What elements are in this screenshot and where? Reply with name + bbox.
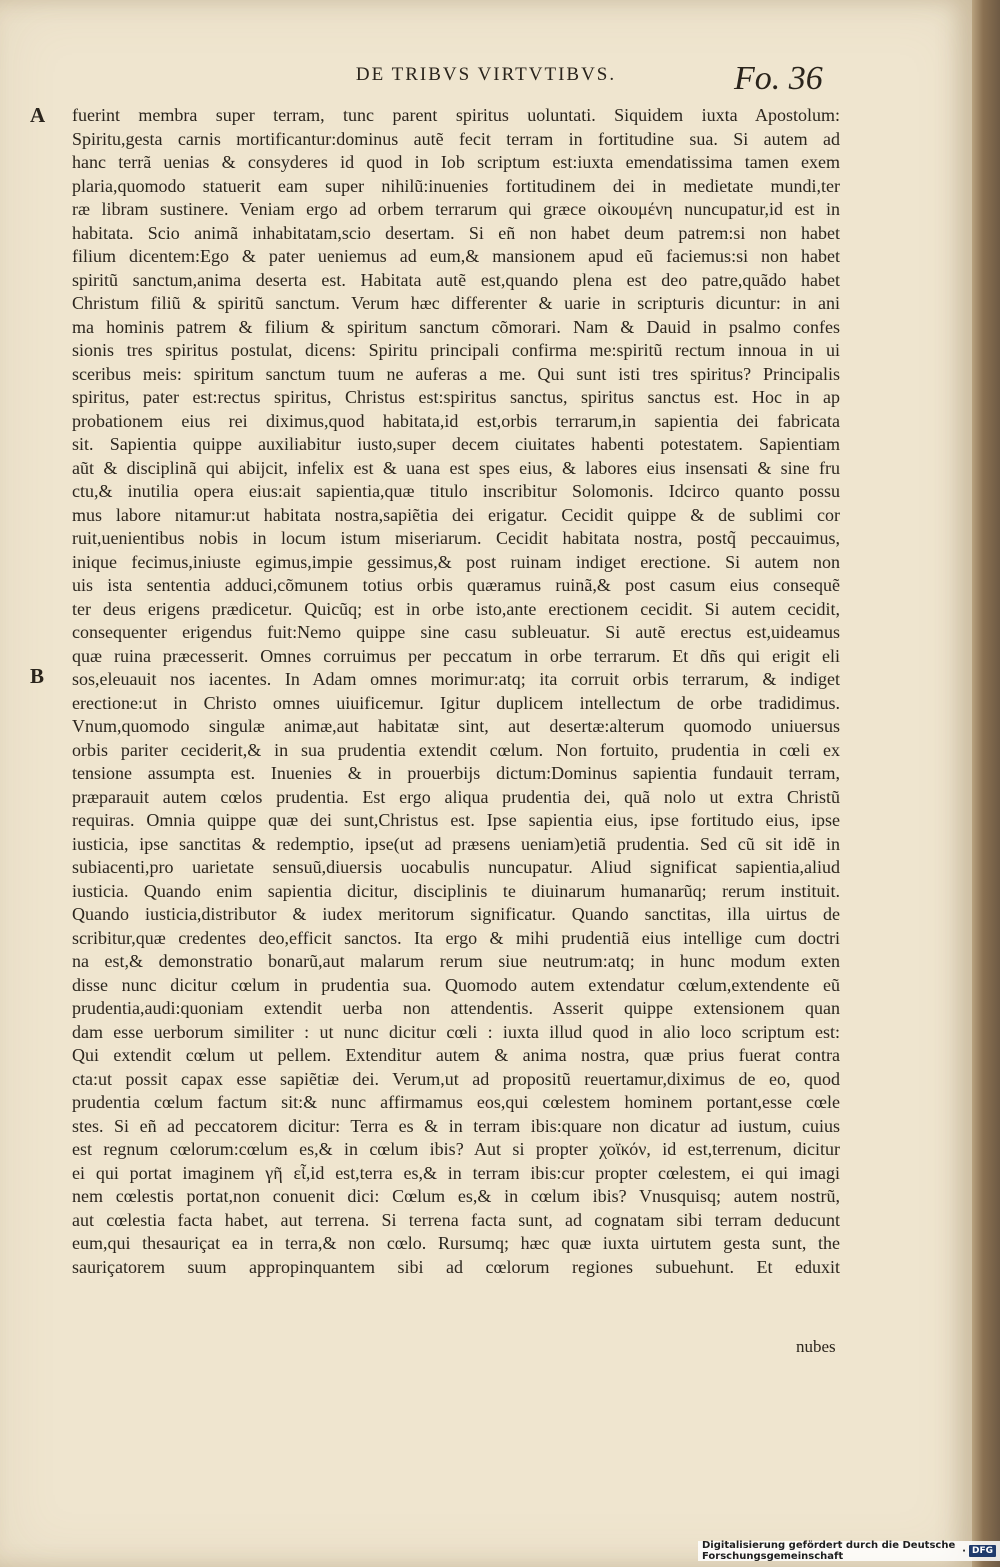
text-line: prudentia cœlum factum sit:& nunc affirmamus eos,qui cœlestem hominem portant,esse cœle <box>72 1092 840 1112</box>
text-line: ctu,& inutilia opera eius:ait sapientia,quæ titulo inscribitur Solomonis. Idcirco quanto possu <box>72 481 840 501</box>
page-edge <box>972 0 1000 1567</box>
body-text <box>72 104 840 1279</box>
text-line: aũt & disciplinã qui abijcit, infelix est & uana est spes eius, & labores eius insensati & sine fru <box>72 457 840 478</box>
digitization-footer <box>698 1541 1000 1561</box>
text-line: orbis pariter ceciderit,& in sua prudentia extendit cœlum. Non fortuito, prudentia in cœli ex <box>72 739 840 760</box>
text-line: aut cœlestia facta habet, aut terrena. Si terrena facta sunt, ad cognatam sibi terram deducunt <box>72 1209 840 1230</box>
text-line: filium dicentem:Ego & pater ueniemus ad eum,& mansionem apud eũ faciemus:si non habet <box>72 246 840 266</box>
text-line: consequenter erigendus fuit:Nemo quippe sine casu subleuatur. Si autẽ erectus est,uideamus <box>72 622 840 642</box>
text-line: scribitur,quæ credentes deo,efficit sanctos. Ita ergo & mihi prudentiã eius intellige cum doctri <box>72 927 840 948</box>
text-line: hanc terrã uenias & consyderes id quod in Iob scriptum est:iuxta emendatissima tamen exem <box>72 152 840 172</box>
text-line: Quando iusticia,distributor & iudex meritorum significatur. Quando sanctitas, illa uirtus de <box>72 904 840 924</box>
text-line: subiacenti,pro uarietate sensuũ,diuersis uocabulis nuncupatur. Aliud significat sapientia,aliud <box>72 857 840 877</box>
running-title: DE TRIBVS VIRTVTIBVS. <box>355 64 617 85</box>
text-line: tensione assumpta est. Inuenies & in prouerbijs dictum:Dominus sapientia fundauit terram, <box>72 763 840 783</box>
text-line: præparauit autem cœlos prudentia. Est ergo aliqua prudentia dei, quã nolo ut extra Christũ <box>72 786 840 807</box>
text-line: ruit,uenientibus nobis in locum istum miseriarum. Cecidit habitata nostra, postq̃ peccauimus, <box>72 528 840 548</box>
text-line: Christum filiũ & spiritũ sanctum. Verum hæc differenter & uarie in scripturis dicuntur: in ani <box>72 293 840 313</box>
text-line: plaria,quomodo statuerit eam super nihilũ:inuenies fortitudinem dei in medietate mundi,ter <box>72 175 840 196</box>
text-line: nem cœlestis portat,non conuenit dici: Cœlum es,& in cœlum ibis? Vnusquisq; autem nostrũ, <box>72 1186 840 1206</box>
text-line: sionis tres spiritus postulat, dicens: Spiritu principali confirma me:spiritũ rectum innoua in ui <box>72 340 840 360</box>
text-line: prudentia,audi:quoniam extendit uerba non attendentis. Asserit quippe extensionem quan <box>72 998 840 1018</box>
text-line: na est,& demonstratio bonarũ,aut malarum rerum siue neutrum:atq; in hunc modum exten <box>72 951 840 971</box>
text-line: sceribus meis: spiritum sanctum tuum ne auferas a me. Qui sunt isti tres spiritus? Principalis <box>72 363 840 384</box>
text-line: cta:ut possit capax esse sapiẽtiæ dei. Verum,ut ad propositũ reuertamur,diximus de eo, quod <box>72 1068 840 1089</box>
text-line: sauriçatorem suum appropinquantem sibi ad cœlorum regiones subuehunt. Et eduxit <box>72 1256 840 1277</box>
text-line: spiritũ sanctum,anima deserta est. Habitata autẽ est,quando plena est deo patre,quãdo habet <box>72 269 840 290</box>
text-line: ræ libram sustinere. Veniam ergo ad orbem terrarum qui græce οἰκουμένη nuncupatur,id est in <box>72 199 840 219</box>
catchword: nubes <box>796 1337 836 1356</box>
text-line: disse nunc dicitur cœlum in prudentia sua. Quomodo autem extendatur cœlum,extendente eũ <box>72 974 840 995</box>
text-line: stes. Si eñ ad peccatorem dicitur: Terra es & in terram ibis:quare non dicatur ad iustum, cuius <box>72 1115 840 1136</box>
text-line: Qui extendit cœlum ut pellem. Extenditur autem & anima nostra, quæ prius fuerat contra <box>72 1045 840 1065</box>
text-line: fuerint membra super terram, tunc parent spiritus uoluntati. Siquidem iuxta Apostolum: <box>72 105 840 125</box>
text-line: iusticia. Quando enim sapientia dicitur, disciplinis te diuinarum humanarũq; rerum instituit. <box>72 880 840 901</box>
dfg-logo: DFG <box>969 1545 996 1557</box>
footer-separator: · <box>962 1545 966 1557</box>
footer-credit: Digitalisierung gefördert durch die Deutsche Forschungsgemeinschaft <box>702 1540 956 1562</box>
text-line: probationem eius rei diximus,quod habitata,id est,orbis terrarum,in sapientia dei fabricata <box>72 410 840 431</box>
text-line: requiras. Omnia quippe quæ dei sunt,Christus est. Ipse sapientia eius, ipse fortitudo eius, ipse <box>72 810 840 830</box>
text-line: dam esse uerborum similiter : ut nunc dicitur cœli : iuxta illud quod in alio loco scriptum est: <box>72 1021 840 1042</box>
text-line: uis ista sententia adduci,cõmunem totius orbis quæramus ruinã,& post casum eius consequẽ <box>72 575 840 595</box>
text-line: Spiritu,gesta carnis mortificantur:dominus autẽ fecit terram in fortitudine sua. Si autem ad <box>72 128 840 149</box>
text-line: sit. Sapientia quippe auxiliabitur iusto,super decem ciuitates habenti potestatem. Sapientiam <box>72 434 840 454</box>
text-line: ei qui portat imaginem γῆ εἶ,id est,terra es,& in terram ibis:cur propter cœlestem, ei qui imagi <box>72 1162 840 1183</box>
text-line: quæ ruina præcesserit. Omnes corruimus per peccatum in orbe terrarum. Et dñs qui erigit eli <box>72 645 840 666</box>
text-line: iusticia, ipse sanctitas & redemptio, ipse(ut ad præsens ueniam)etiã prudentia. Sed cũ sit idẽ in <box>72 833 840 854</box>
text-line: ma hominis patrem & filium & spiritum sanctum cõmorari. Nam & Dauid in psalmo confes <box>72 316 840 337</box>
text-line: eum,qui thesauriçat ea in terra,& non cœlo. Rursumq; hæc quæ iuxta uirtutem gesta sunt, the <box>72 1233 840 1253</box>
text-line: habitata. Scio animã inhabitatam,scio desertam. Si eñ non habet deum patrem:si non habet <box>72 222 840 243</box>
text-line: sos,eleuauit nos iacentes. In Adam omnes morimur:atq; ita corruit orbis terrarum, & indiget <box>72 669 840 689</box>
section-marker-a: A <box>30 103 46 127</box>
section-marker-b: B <box>30 664 45 688</box>
folio-number: Fo. 36 <box>734 60 823 97</box>
text-line: ter deus erigens prædicetur. Quicũq; est in orbe isto,ante erectionem cecidit. Si autem cecidit, <box>72 598 840 619</box>
text-line: mus labore nitamur:ut habitata nostra,sapiẽtia dei erigatur. Cecidit quippe & de sublimi cor <box>72 504 840 525</box>
text-line: erectione:ut in Christo omnes uiuificemur. Igitur duplicem intellectum de orbe tradidimus. <box>72 692 840 713</box>
text-line: inique fecimus,iniuste egimus,impie gessimus,& post ruinam indiget erectione. Si autem non <box>72 551 840 572</box>
text-line: Vnum,quomodo singulæ animæ,aut habitatæ sint, aut desertæ:alterum quomodo uniuersus <box>72 716 840 736</box>
text-line: spiritus, pater est:rectus spiritus, Christus est:spiritus sanctus, spiritus sanctus est. Hoc in ap <box>72 387 840 407</box>
text-line: est regnum cœlorum:cœlum es,& in cœlum ibis? Aut si propter χοϊκόν, id est,terrenum, dicitur <box>72 1139 840 1159</box>
